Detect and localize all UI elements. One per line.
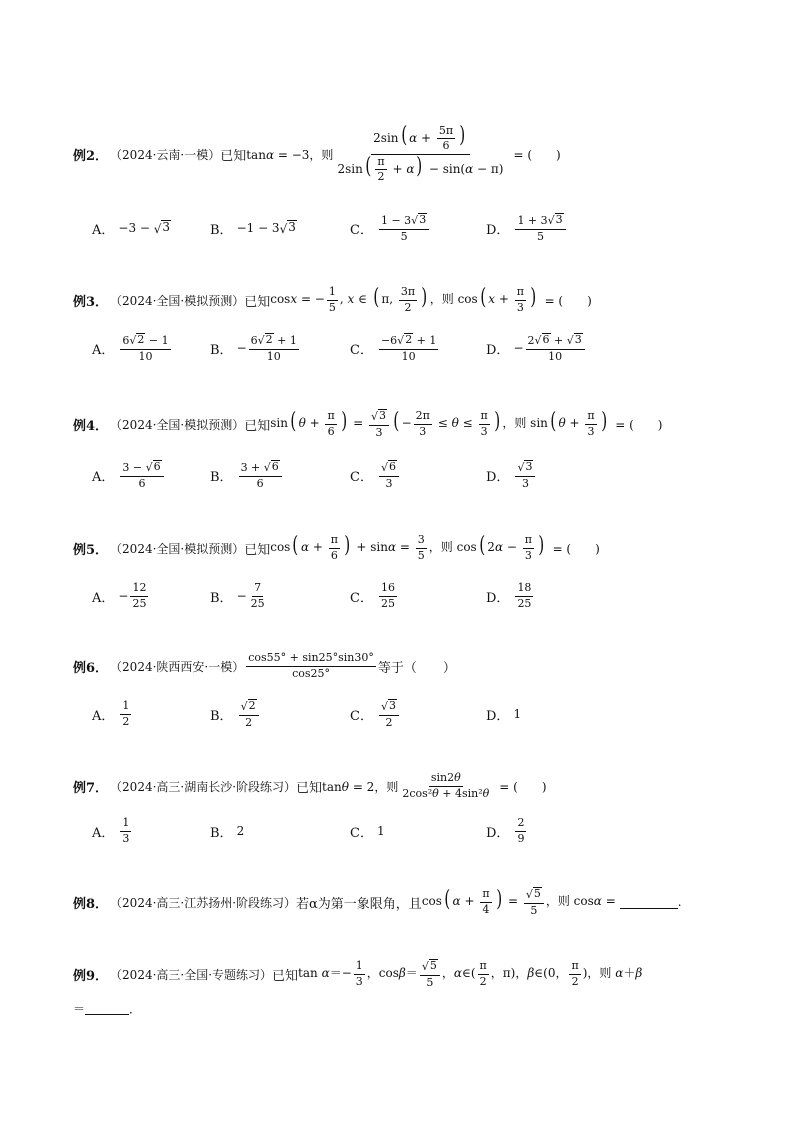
option-d: D． $\frac{18}{25}$ <box>486 581 532 610</box>
options-7 <box>92 813 732 849</box>
condition: tanθ = 2，则 <box>322 779 399 794</box>
option-letter: D． <box>486 342 510 358</box>
stem-text: 已知 <box>272 968 299 984</box>
option-d: D． $\frac{2}{9}$ <box>486 816 525 845</box>
option-letter: D． <box>486 469 510 485</box>
condition: cos ( α + $\frac{\pi}{4}$ ) = √ 5 5 ，则 cosα = <box>421 886 616 917</box>
option-letter: A． <box>92 342 115 358</box>
option-letter: A． <box>92 590 115 606</box>
option-letter: A． <box>92 708 115 724</box>
option-d: D． √ 3 3 <box>486 457 537 493</box>
option-b: B． √ 2 2 <box>210 696 261 732</box>
options-3 <box>92 330 732 366</box>
problem-label: 例3． <box>73 294 109 310</box>
problem-label: 例7． <box>73 780 109 796</box>
option-letter: D． <box>486 708 510 724</box>
option-letter: D． <box>486 590 510 606</box>
problem-5 <box>73 530 733 566</box>
answer-blank[interactable] <box>85 1002 129 1015</box>
option-letter: A． <box>92 825 115 841</box>
problem-source: （2024·高三·湖南长沙·阶段练习） <box>110 779 297 794</box>
problem-source: （2024·云南·一模） <box>110 147 221 162</box>
answer-bracket: = ( ) <box>513 147 561 162</box>
stem-text: 已知 <box>220 148 247 164</box>
problem-6 <box>73 648 733 684</box>
option-c: C． −6 √ 2 + 1 10 <box>350 333 437 363</box>
answer-bracket: = ( ) <box>544 293 592 308</box>
options-2 <box>92 210 732 246</box>
condition: tan α＝− $\frac{1}{3}$ ，cosβ＝ √ 5 5 ，α∈( $\frac{\pi}{2}$ ，π)，β∈(0， $\frac{\pi}{2}$ )，则 α＋β <box>298 959 643 989</box>
option-c: C． 1 <box>350 813 385 849</box>
options-4 <box>92 457 732 493</box>
option-d: D． − 2 √ 6 + √ 3 10 <box>486 330 587 366</box>
option-d: D． 1 + 3 √ 3 5 <box>486 210 568 246</box>
option-letter: B． <box>210 590 233 606</box>
condition: cos ( α + $\frac{\pi}{6}$ ) + sinα = $\frac{3}{5}$ ，则 cos ( 2α − $\frac{\pi}{3}$ ) <box>270 532 545 562</box>
answer-blank[interactable] <box>620 896 678 909</box>
option-a: A． −3 − √ 3 <box>92 220 171 238</box>
option-letter: B． <box>210 222 233 238</box>
problem-label: 例4． <box>73 418 109 434</box>
option-letter: C． <box>350 222 373 238</box>
expression-fraction: $\frac{\cos 55^\circ + \sin 25^\circ\sin 30^\circ}{\cos 25^\circ}$ <box>248 651 374 680</box>
option-b: B． 2 <box>210 813 244 849</box>
problem-source: （2024·全国·模拟预测） <box>110 417 245 432</box>
stem-text: 已知 <box>296 780 323 796</box>
stem-text: 已知 <box>244 542 271 558</box>
problem-source: （2024·高三·江苏扬州·阶段练习） <box>110 895 297 910</box>
option-letter: B． <box>210 825 233 841</box>
option-letter: C． <box>350 590 373 606</box>
option-letter: A． <box>92 222 115 238</box>
condition: cosx = − $\frac{1}{5}$ , x ∈ ( π, $\frac{3\pi}{2}$ ) ，则 cos ( x + $\frac{\pi}{3}$ ) <box>270 284 537 314</box>
option-b: B． − $\frac{7}{25}$ <box>210 581 265 610</box>
option-a: A． 3 − √ 6 6 <box>92 457 166 493</box>
expression-fraction: 2sin ( α + $\frac{5\pi}{6}$ ) 2sin ( $\frac{\pi}{2}$ + α ) − sin(α − π) <box>337 123 504 183</box>
problem-label: 例2． <box>73 148 109 164</box>
answer-bracket: = ( ) <box>552 541 600 556</box>
option-b: B． 3 + √ 6 6 <box>210 457 284 493</box>
problem-2 <box>73 122 733 186</box>
problem-label: 例5． <box>73 542 109 558</box>
option-c: C． $\frac{16}{25}$ <box>350 581 395 610</box>
option-a: A． − $\frac{12}{25}$ <box>92 581 147 610</box>
problem-label: 例8． <box>73 896 109 912</box>
options-5 <box>92 578 732 614</box>
problem-8: 例8． （2024·高三·江苏扬州·阶段练习） 若α为第一象限角，且 cos ( α + $\frac{\pi}{4}$ ) = √ 5 5 ，则 cosα = . <box>73 886 682 917</box>
option-letter: B． <box>210 469 233 485</box>
problem-label: 例9． <box>73 968 109 984</box>
stem-text: 若α为第一象限角，且 <box>296 896 422 912</box>
problem-source: （2024·陕西西安·一模） <box>110 659 245 674</box>
options-6 <box>92 696 732 732</box>
problem-3 <box>73 282 733 318</box>
problem-label: 例6． <box>73 660 109 676</box>
option-c: C． 1 − 3 √ 3 5 <box>350 210 431 246</box>
option-letter: B． <box>210 342 233 358</box>
answer-bracket: 等于（ ） <box>377 660 456 676</box>
option-b: B． −1 − 3 √ 3 <box>210 220 296 238</box>
option-letter: C． <box>350 825 373 841</box>
problem-7 <box>73 768 733 804</box>
condition: tanα = −3，则 <box>246 147 334 162</box>
option-a: A． $\frac{1}{3}$ <box>92 816 130 845</box>
option-letter: D． <box>486 222 510 238</box>
answer-bracket: = ( ) <box>499 779 547 794</box>
answer-bracket: = ( ) <box>615 417 663 432</box>
problem-9: 例9． （2024·高三·全国·专题练习） 已知 tan α＝− $\frac{1}{3}$ ，cosβ＝ √ 5 5 ，α∈( $\frac{\pi}{2}$ ，π)，β∈(0， $\frac{\pi}{2}$ )，则 α＋β ＝ ． <box>73 959 643 1016</box>
option-b: B． − 6 √ 2 + 1 10 <box>210 333 297 363</box>
option-letter: A． <box>92 469 115 485</box>
option-letter: C． <box>350 342 373 358</box>
condition: sin ( θ + $\frac{\pi}{6}$ ) = √ 3 3 ( − $\frac{2\pi}{3}$ ≤ θ ≤ $\frac{\pi}{3}$ ) ，则 sin ( θ + $\frac{\pi}{3}$ ) <box>270 408 607 439</box>
option-a: A． 6 √ 2 − 1 10 <box>92 333 169 363</box>
problem-4 <box>73 406 733 442</box>
option-a: A． $\frac{1}{2}$ <box>92 699 130 728</box>
option-c: C． √ 6 3 <box>350 457 401 493</box>
option-letter: C． <box>350 708 373 724</box>
problem-source: （2024·全国·模拟预测） <box>110 293 245 308</box>
problem-source: （2024·高三·全国·专题练习） <box>110 967 273 982</box>
option-letter: C． <box>350 469 373 485</box>
option-letter: D． <box>486 825 510 841</box>
option-c: C． √ 3 2 <box>350 696 401 732</box>
stem-text: 已知 <box>244 418 271 434</box>
problem-source: （2024·全国·模拟预测） <box>110 541 245 556</box>
option-letter: B． <box>210 708 233 724</box>
option-d: D． 1 <box>486 696 521 732</box>
stem-text: 已知 <box>244 294 271 310</box>
expression-fraction: $\frac{\sin 2\theta}{\text{2cos²θ + 4sin²θ}}$ <box>402 771 490 800</box>
